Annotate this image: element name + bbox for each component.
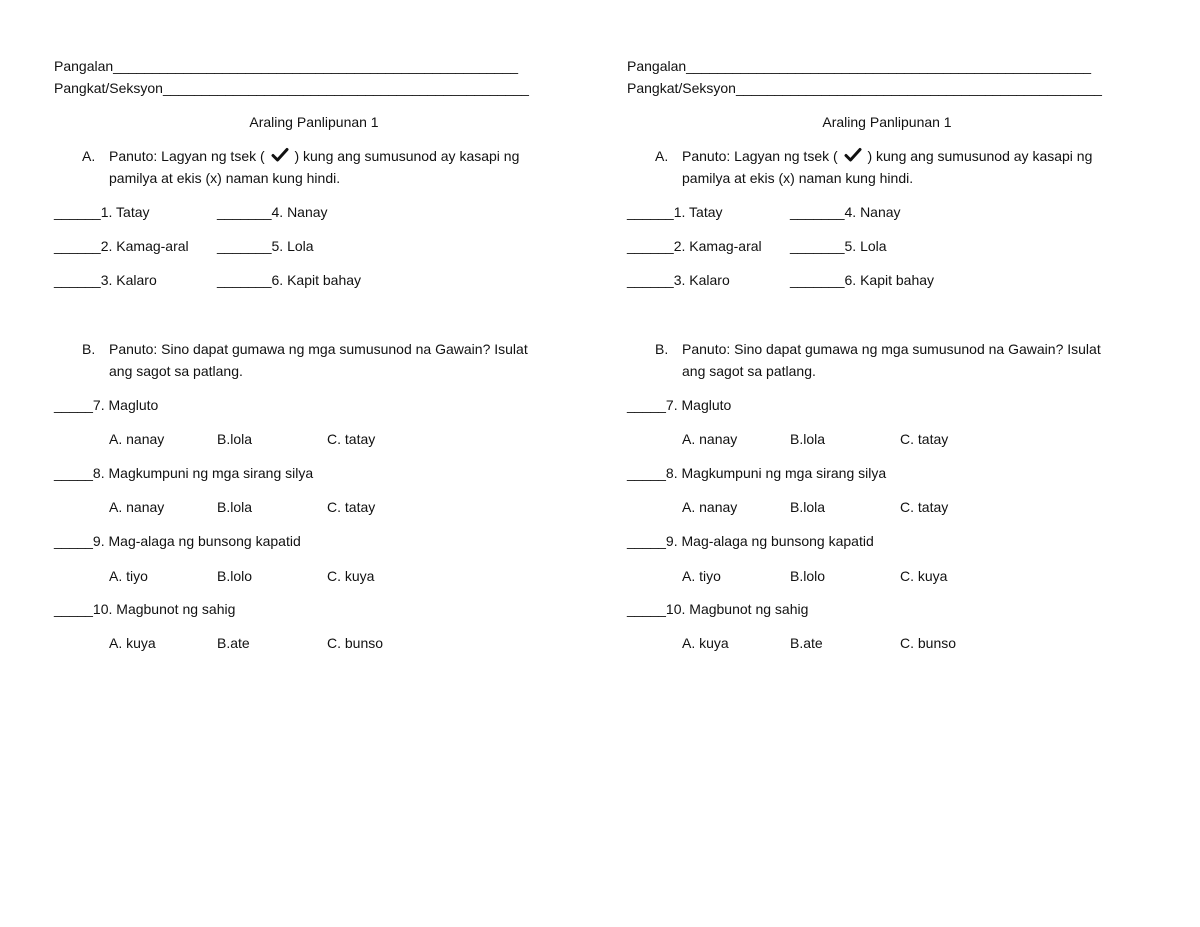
- question-7: _____7. Magluto: [54, 397, 159, 413]
- item-5: _______5. Lola: [217, 238, 314, 254]
- question-7-option-c: C. tatay: [900, 431, 949, 447]
- item-1: ______1. Tatay: [54, 204, 150, 220]
- item-6: _______6. Kapit bahay: [790, 272, 935, 288]
- section-field: Pangkat/Seksyon_______________________________________________: [627, 80, 1102, 96]
- question-10-option-b: B.ate: [217, 635, 250, 651]
- item-3: ______3. Kalaro: [627, 272, 730, 288]
- part-a-instruction-text-end: ) kung ang sumusunod ay kasapi ng: [294, 148, 520, 164]
- question-9-option-a: A. tiyo: [109, 568, 148, 584]
- question-10-option-b: B.ate: [790, 635, 823, 651]
- question-7-option-b: B.lola: [790, 431, 826, 447]
- question-8: _____8. Magkumpuni ng mga sirang silya: [54, 465, 314, 481]
- question-7-option-c: C. tatay: [327, 431, 376, 447]
- part-b-instruction: Panuto: Sino dapat gumawa ng mga sumusunod na Gawain? Isulat: [109, 341, 528, 357]
- part-b-instruction-line2: ang sagot sa patlang.: [109, 363, 243, 379]
- question-10-option-c: C. bunso: [327, 635, 384, 651]
- item-1: ______1. Tatay: [627, 204, 723, 220]
- item-5: _______5. Lola: [790, 238, 887, 254]
- question-8-option-b: B.lola: [790, 499, 826, 515]
- section-field: Pangkat/Seksyon_______________________________________________: [54, 80, 529, 96]
- question-10: _____10. Magbunot ng sahig: [54, 601, 236, 617]
- part-b-marker: B.: [82, 341, 96, 357]
- item-4: _______4. Nanay: [217, 204, 328, 220]
- part-a-instruction-text-end: ) kung ang sumusunod ay kasapi ng: [867, 148, 1093, 164]
- item-4: _______4. Nanay: [790, 204, 901, 220]
- question-8-option-b: B.lola: [217, 499, 253, 515]
- check-icon: [271, 147, 289, 163]
- part-b-instruction-line2: ang sagot sa patlang.: [682, 363, 816, 379]
- item-2: ______2. Kamag-aral: [627, 238, 762, 254]
- question-10: _____10. Magbunot ng sahig: [627, 601, 809, 617]
- part-a-instruction-line2: pamilya at ekis (x) naman kung hindi.: [109, 170, 341, 186]
- question-9: _____9. Mag-alaga ng bunsong kapatid: [54, 533, 301, 549]
- worksheet-copy-left: [54, 0, 584, 927]
- item-3: ______3. Kalaro: [54, 272, 157, 288]
- worksheet-title: Araling Panlipunan 1: [249, 114, 379, 130]
- question-10-option-c: C. bunso: [900, 635, 957, 651]
- question-10-option-a: A. kuya: [682, 635, 729, 651]
- question-9-option-b: B.lolo: [790, 568, 826, 584]
- question-8-option-c: C. tatay: [327, 499, 376, 515]
- part-a-instruction: [682, 147, 1092, 165]
- question-8: _____8. Magkumpuni ng mga sirang silya: [627, 465, 887, 481]
- question-9-option-b: B.lolo: [217, 568, 253, 584]
- part-a-instruction: [109, 147, 519, 165]
- question-9-option-a: A. tiyo: [682, 568, 721, 584]
- question-9-option-c: C. kuya: [327, 568, 375, 584]
- name-field: Pangalan____________________________________________________: [627, 58, 1092, 74]
- question-10-option-a: A. kuya: [109, 635, 156, 651]
- worksheet-title: Araling Panlipunan 1: [822, 114, 952, 130]
- part-b-marker: B.: [655, 341, 669, 357]
- question-7-option-a: A. nanay: [682, 431, 738, 447]
- part-a-marker: A.: [655, 148, 669, 164]
- part-a-instruction-line2: pamilya at ekis (x) naman kung hindi.: [682, 170, 914, 186]
- item-2: ______2. Kamag-aral: [54, 238, 189, 254]
- check-icon: [844, 147, 862, 163]
- question-7-option-a: A. nanay: [109, 431, 165, 447]
- name-field: Pangalan____________________________________________________: [54, 58, 519, 74]
- question-7-option-b: B.lola: [217, 431, 253, 447]
- part-a-instruction-text: Panuto: Lagyan ng tsek (: [109, 148, 265, 164]
- question-9-option-c: C. kuya: [900, 568, 948, 584]
- question-8-option-c: C. tatay: [900, 499, 949, 515]
- item-6: _______6. Kapit bahay: [217, 272, 362, 288]
- question-8-option-a: A. nanay: [682, 499, 738, 515]
- part-a-marker: A.: [82, 148, 96, 164]
- part-b-instruction: Panuto: Sino dapat gumawa ng mga sumusunod na Gawain? Isulat: [682, 341, 1101, 357]
- question-9: _____9. Mag-alaga ng bunsong kapatid: [627, 533, 874, 549]
- worksheet-copy-right: [627, 0, 1157, 927]
- part-a-instruction-text: Panuto: Lagyan ng tsek (: [682, 148, 838, 164]
- question-7: _____7. Magluto: [627, 397, 732, 413]
- question-8-option-a: A. nanay: [109, 499, 165, 515]
